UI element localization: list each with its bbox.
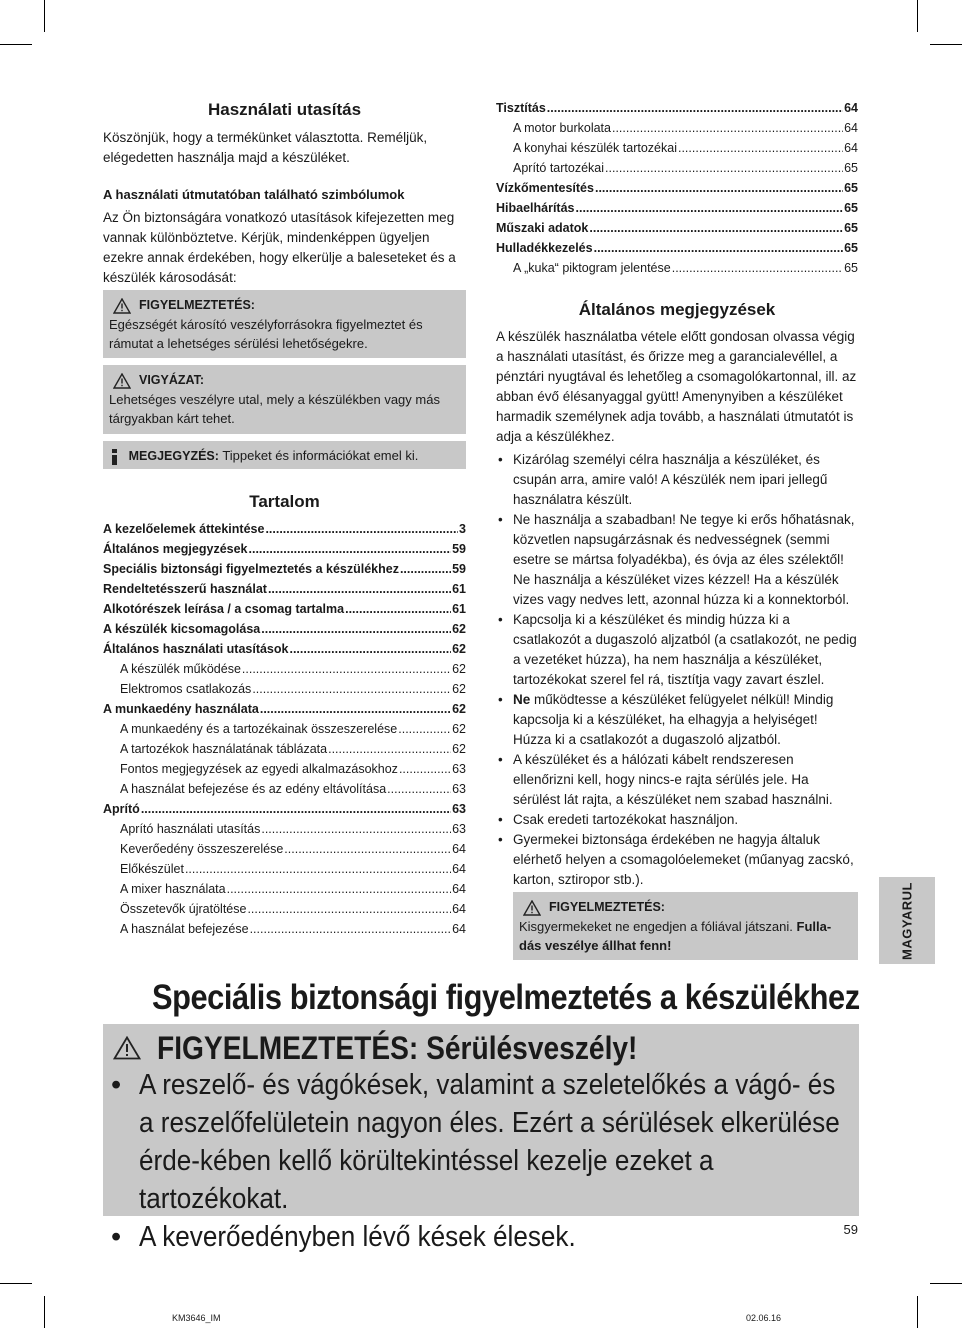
toc-entry-label: Aprító tartozékai <box>513 161 605 175</box>
toc-entry <box>496 258 858 278</box>
toc-entry <box>103 779 466 799</box>
toc-entry-label: Műszaki adatok <box>496 221 589 235</box>
toc-dot-leader <box>387 779 451 799</box>
list-item: • A készüléket és a hálózati kábelt rendszeresen ellenőrizni kell, hogy nincs-e rajta sérülés jele. Ha sérülést lát rajta, a készüléket nem szabad használni. <box>496 750 858 810</box>
toc-entry-label: Általános használati utasítások <box>103 642 289 656</box>
toc-dot-leader <box>141 799 451 819</box>
toc-entry-page: 64 <box>452 882 466 896</box>
toc-dot-leader <box>185 859 451 879</box>
toc-entry <box>496 118 858 138</box>
toc-dot-leader <box>605 158 843 178</box>
special-warning-title: FIGYELMEZTETÉS: Sérülésveszély! <box>157 1030 638 1066</box>
toc-entry-page: 62 <box>452 702 466 716</box>
toc-entry <box>103 519 466 539</box>
caution-box-text: Lehetséges veszélyre utal, mely a készülékben vagy más tárgyakban kárt tehet. <box>109 392 440 426</box>
toc-entry-page: 63 <box>452 802 466 816</box>
intro-text: Köszönjük, hogy a termékünket választotta. Reméljük, elégedetten használja majd a készüléket. <box>103 130 428 165</box>
toc-entry-page: 61 <box>452 602 466 616</box>
toc-entry <box>103 719 466 739</box>
toc-entry <box>103 899 466 919</box>
toc-entry <box>103 839 466 859</box>
toc-right <box>496 98 858 278</box>
toc-entry <box>103 859 466 879</box>
toc-entry <box>103 639 466 659</box>
toc-entry-label: Általános megjegyzések <box>103 542 248 556</box>
toc-entry <box>103 619 466 639</box>
warning-triangle-icon <box>113 1036 141 1060</box>
toc-entry-label: A kezelőelemek áttekintése <box>103 522 265 536</box>
toc-dot-leader <box>400 559 451 579</box>
toc-entry-label: A „kuka“ piktogram jelentése <box>513 261 671 275</box>
caution-box-title: VIGYÁZAT: <box>139 373 205 387</box>
toc-entry-label: A motor burkolata <box>513 121 611 135</box>
list-item: • Csak eredeti tartozékokat használjon. <box>496 810 858 830</box>
toc-entry-label: A mixer használata <box>120 882 226 896</box>
toc-entry-page: 63 <box>452 782 466 796</box>
toc-dot-leader <box>250 919 452 939</box>
toc-dot-leader <box>547 98 843 118</box>
toc-dot-leader <box>242 659 451 679</box>
toc-entry-label: A tartozékok használatának táblázata <box>120 742 328 756</box>
toc-entry-page: 64 <box>844 141 858 155</box>
toc-entry-label: Fontos megjegyzések az egyedi alkalmazásokhoz <box>120 762 398 776</box>
toc-entry <box>496 98 858 118</box>
toc-entry <box>496 158 858 178</box>
warning-triangle-icon <box>113 298 131 314</box>
toc-dot-leader <box>576 198 844 218</box>
caution-triangle-icon <box>113 373 131 389</box>
toc-entry-label: Előkészület <box>120 862 184 876</box>
toc-entry <box>103 819 466 839</box>
toc-dot-leader <box>268 579 451 599</box>
list-item: • Ne használja a szabadban! Ne tegye ki erős hőhatásnak, közvetlen napsugárzásnak és nedvességnek (semmi esetre se mártsa folyadékba), és óvja az éles szélektől! Ne használja a készüléket vizes kézzel! Ha a készülék vizes vagy nedves lett, azonnal húzza ki a konnektorból. <box>496 510 858 610</box>
crop-mark <box>44 1296 45 1328</box>
special-safety-title: Speciális biztonsági figyelmeztetés a készülékhez <box>152 978 860 1017</box>
toc-entry-label: A készülék kicsomagolása <box>103 622 261 636</box>
language-tab-label: MAGYARUL <box>899 881 915 960</box>
footer-date: 02.06.16 <box>746 1313 782 1323</box>
toc-entry-label: Aprító <box>103 802 140 816</box>
warning-box-text: Egészségét károsító veszélyforrásokra figyelmeztet és rámutat a lehetséges sérülési lehetőségekre. <box>109 317 423 351</box>
toc-entry-page: 59 <box>452 542 466 556</box>
toc-entry-page: 64 <box>844 121 858 135</box>
toc-entry-page: 59 <box>452 562 466 576</box>
toc-entry-page: 64 <box>452 842 466 856</box>
toc-entry-page: 64 <box>844 101 858 115</box>
child-warning-bold: Fulla-dás veszélye állhat fenn! <box>519 919 832 953</box>
toc-entry-page: 62 <box>452 642 466 656</box>
toc-entry <box>103 599 466 619</box>
toc-dot-leader <box>594 238 844 258</box>
toc-entry-page: 62 <box>452 682 466 696</box>
language-tab <box>879 877 935 964</box>
toc-entry-label: Vízkőmentesítés <box>496 181 594 195</box>
toc-entry <box>103 579 466 599</box>
toc-entry-page: 63 <box>452 762 466 776</box>
toc-entry-label: Keverőedény összeszerelése <box>120 842 284 856</box>
general-text: A készülék használatba vétele előtt gondosan olvassa végig a használati utasítást, és őrizze meg a garancialevéllel, a pénztári nyugtával és lehetőleg a csomagolókartonnal, ill. az abban évő élésanyaggal gyütt! Amenynyiben a készüléket harmadik személynek adja tovább, a használati útmutatót is adja a készülékhez. <box>496 329 857 444</box>
toc-entry-page: 62 <box>452 742 466 756</box>
bullet-bold-prefix: Ne <box>513 692 531 707</box>
toc-dot-leader <box>399 759 451 779</box>
toc-entry <box>103 799 466 819</box>
toc-entry <box>496 138 858 158</box>
toc-dot-leader <box>265 519 458 539</box>
child-warning-title: FIGYELMEZTETÉS: <box>549 900 665 914</box>
bullet-dot: • <box>111 1069 122 1101</box>
toc-entry <box>103 919 466 939</box>
toc-dot-leader <box>289 639 451 659</box>
toc-entry <box>496 218 858 238</box>
child-warning-text: Kisgyermekeket ne engedjen a fóliával játszani. <box>519 919 797 934</box>
toc-dot-leader <box>227 879 451 899</box>
toc-entry <box>496 178 858 198</box>
toc-entry-label: Rendeltetésszerű használat <box>103 582 267 596</box>
toc-entry <box>496 238 858 258</box>
bullet-text: működtesse a készüléket felügyelet nélkül! Mindig kapcsolja ki a készüléket, ha elhagyja a helyiséget! Húzza ki a csatlakozót a dugaszoló aljzatból. <box>513 692 834 747</box>
symbols-text: Az Ön biztonságára vonatkozó utasítások kifejezetten meg vannak különböztetve. Kérjük, mindenképpen ügyeljen ezekre annak érdekében, hogy elkerülje a baleseteket és a készülék károsodását: <box>103 210 456 285</box>
toc-dot-leader <box>328 739 451 759</box>
crop-mark <box>917 0 918 32</box>
general-title: Általános megjegyzések <box>578 300 776 319</box>
toc-entry-label: A használat befejezése és az edény eltávolítása <box>120 782 387 796</box>
toc-title: Tartalom <box>249 492 320 511</box>
toc-entry-label: Tisztítás <box>496 101 546 115</box>
toc-entry <box>103 559 466 579</box>
symbols-heading: A használati útmutatóban található szimbólumok <box>103 187 405 202</box>
general-bullets <box>496 450 858 890</box>
toc-dot-leader <box>589 218 843 238</box>
toc-entry-label: Hibaelhárítás <box>496 201 575 215</box>
toc-entry-page: 64 <box>452 922 466 936</box>
toc-entry-page: 3 <box>459 522 466 536</box>
toc-left <box>103 519 466 939</box>
toc-entry-label: Hulladékkezelés <box>496 241 593 255</box>
toc-entry <box>103 539 466 559</box>
crop-mark <box>917 1296 918 1328</box>
toc-dot-leader <box>612 118 843 138</box>
warning-box <box>103 290 466 358</box>
toc-dot-leader <box>398 719 451 739</box>
toc-dot-leader <box>252 679 451 699</box>
toc-entry <box>103 659 466 679</box>
toc-entry-page: 65 <box>844 161 858 175</box>
crop-mark <box>930 44 962 45</box>
page-number: 59 <box>843 1222 858 1237</box>
toc-entry <box>103 759 466 779</box>
toc-dot-leader <box>249 539 452 559</box>
toc-entry-label: A készülék működése <box>120 662 241 676</box>
toc-entry-label: Speciális biztonsági figyelmeztetés a készülékhez <box>103 562 399 576</box>
list-item: • Kapcsolja ki a készüléket és mindig húzza ki a csatlakozót a dugaszoló aljzatból (a csatlakozót, ne pedig a vezetéket húzza), ha nem használja a készüléket, tartozékokat szerel fel rá, tisztítja vagy zavart észlel. <box>496 610 858 690</box>
toc-dot-leader <box>261 619 451 639</box>
footer-doc-code: KM3646_IM <box>172 1313 221 1323</box>
toc-dot-leader <box>247 899 451 919</box>
caution-box <box>103 365 466 434</box>
note-box-title: MEGJEGYZÉS: <box>128 449 219 463</box>
toc-entry-page: 65 <box>844 261 858 275</box>
toc-entry-page: 61 <box>452 582 466 596</box>
toc-dot-leader <box>345 599 451 619</box>
list-item: • Gyermekei biztonsága érdekében ne hagyja általuk elérhető helyen a csomagolóelemeket (műanyag zacskó, karton, sztiropor stb.). <box>496 830 858 890</box>
special-bullet: A reszelő- és vágókések, valamint a szeletelőkés a vágó- és a reszelőfelületein nagyon éles. Ezért a sérülések elkerülése érde-kében kellő körültekintéssel kezelje ezeket a tartozékokat. <box>139 1069 840 1215</box>
toc-entry-label: Aprító használati utasítás <box>120 822 261 836</box>
toc-entry-page: 62 <box>452 622 466 636</box>
toc-dot-leader <box>678 138 843 158</box>
crop-mark <box>0 44 32 45</box>
toc-entry-label: A munkaedény és a tartozékainak összeszerelése <box>120 722 398 736</box>
toc-entry <box>103 679 466 699</box>
toc-entry-page: 62 <box>452 722 466 736</box>
crop-mark <box>930 1283 962 1284</box>
crop-mark <box>44 0 45 32</box>
toc-entry-page: 63 <box>452 822 466 836</box>
toc-entry-label: A konyhai készülék tartozékai <box>513 141 677 155</box>
toc-entry-label: Alkotórészek leírása / a csomag tartalma <box>103 602 345 616</box>
toc-entry <box>103 739 466 759</box>
toc-entry-label: A használat befejezése <box>120 922 249 936</box>
list-item: • Kizárólag személyi célra használja a készüléket, és csupán arra, amire való! A készülék nem ipari jellegű használatra készült. <box>496 450 858 510</box>
note-box <box>103 441 466 469</box>
bullet-dot: • <box>111 1221 122 1253</box>
toc-entry-label: A munkaedény használata <box>103 702 259 716</box>
manual-title: Használati utasítás <box>207 100 362 119</box>
toc-entry <box>103 879 466 899</box>
child-warning-box <box>513 892 858 960</box>
toc-entry <box>496 198 858 218</box>
list-item <box>496 690 858 750</box>
toc-entry-page: 65 <box>844 201 858 215</box>
toc-entry-label: Elektromos csatlakozás <box>120 682 252 696</box>
crop-mark <box>0 1283 32 1284</box>
toc-dot-leader <box>260 699 451 719</box>
warning-box-title: FIGYELMEZTETÉS: <box>139 298 255 312</box>
toc-entry-page: 65 <box>844 221 858 235</box>
toc-entry-page: 64 <box>452 862 466 876</box>
toc-entry-page: 65 <box>844 181 858 195</box>
info-icon <box>112 449 117 465</box>
toc-entry <box>103 699 466 719</box>
toc-entry-page: 65 <box>844 241 858 255</box>
note-box-text: Tippeket és információkat emel ki. <box>222 448 419 463</box>
toc-dot-leader <box>595 178 843 198</box>
toc-dot-leader <box>672 258 843 278</box>
toc-entry-page: 64 <box>452 902 466 916</box>
warning-triangle-icon <box>523 900 541 916</box>
toc-dot-leader <box>284 839 451 859</box>
toc-entry-page: 62 <box>452 662 466 676</box>
toc-entry-label: Összetevők újratöltése <box>120 902 247 916</box>
special-bullet: A keverőedényben lévő kések élesek. <box>139 1221 576 1253</box>
toc-dot-leader <box>261 819 451 839</box>
